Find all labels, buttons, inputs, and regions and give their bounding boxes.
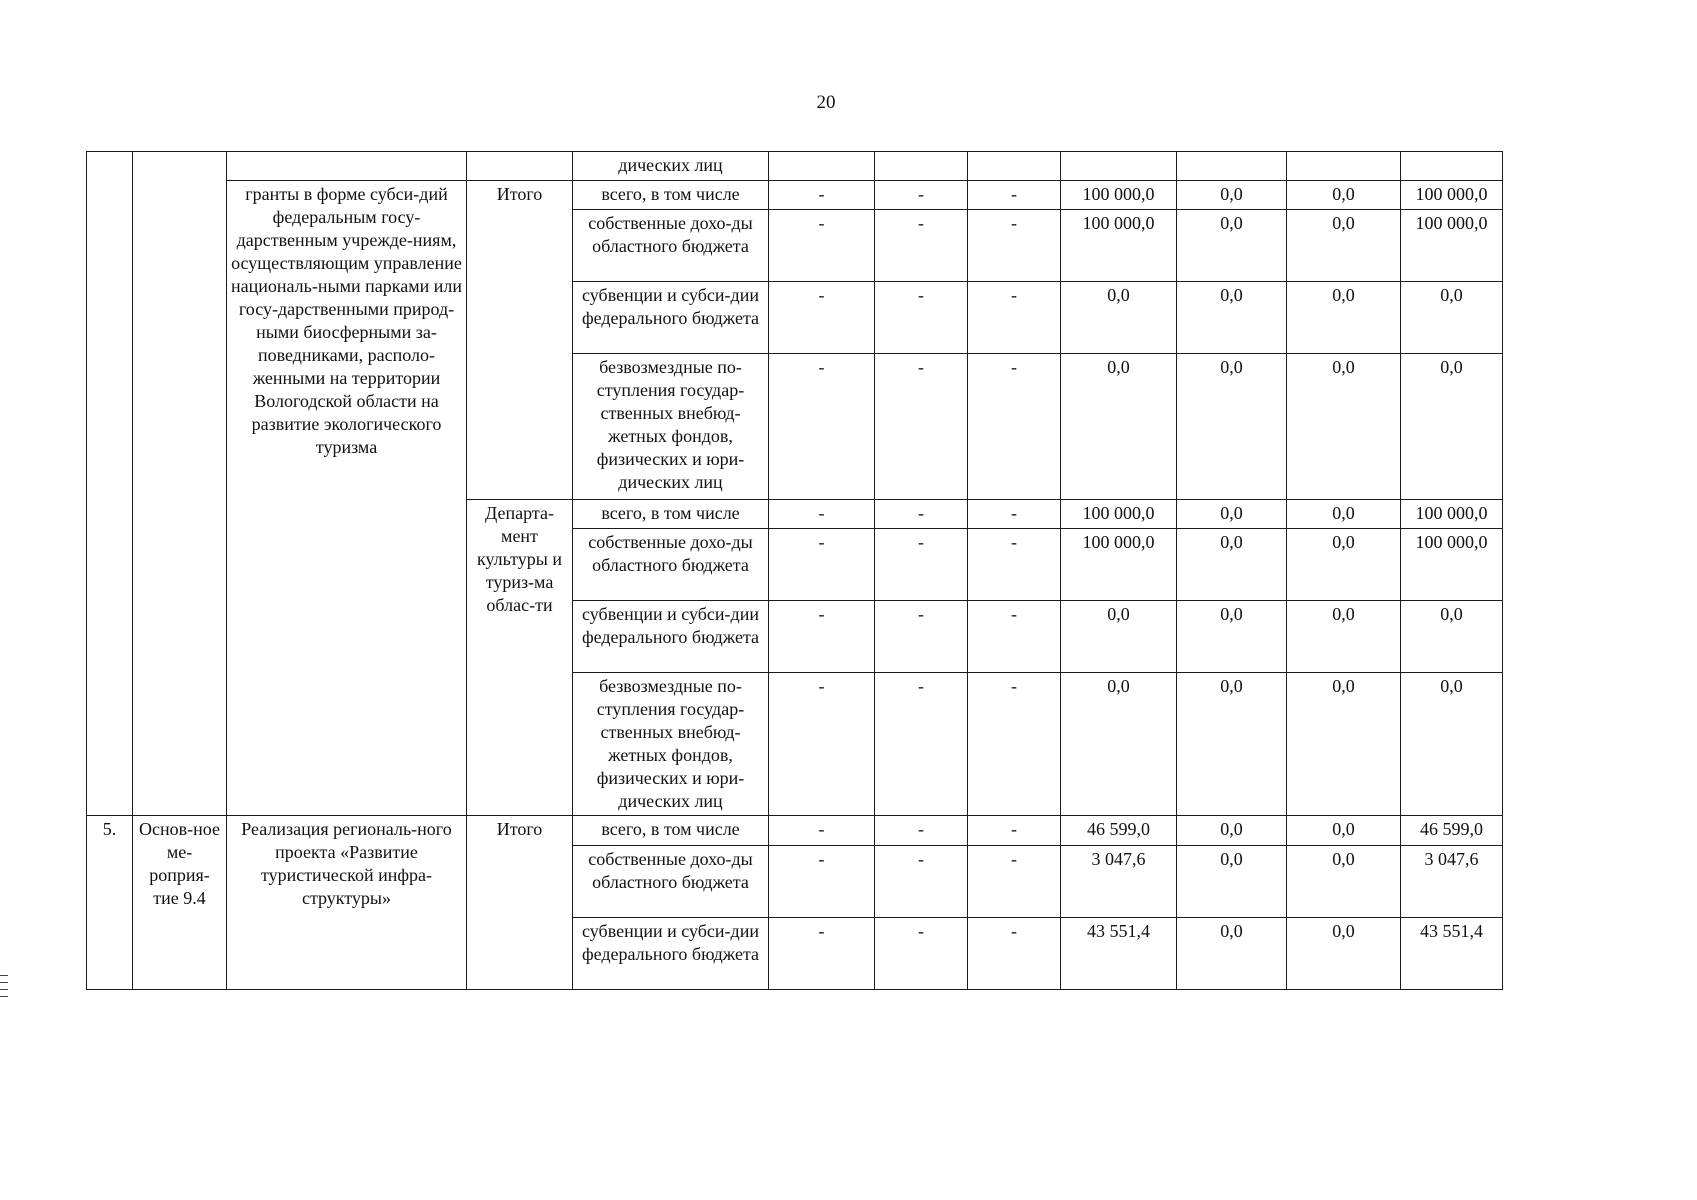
value-cell: 100 000,0	[1401, 500, 1503, 529]
value-cell: 46 599,0	[1061, 816, 1177, 846]
value-cell: -	[769, 816, 875, 846]
value-cell: 0,0	[1061, 354, 1177, 500]
value-cell: 100 000,0	[1401, 529, 1503, 601]
value-cell: 3 047,6	[1061, 846, 1177, 918]
value-cell: -	[968, 673, 1061, 816]
item-name: Реализация региональ-ного проекта «Развитие туристической инфра-структуры»	[227, 816, 467, 990]
value-cell: -	[968, 354, 1061, 500]
name-cell-continued	[227, 152, 467, 181]
value-cell: 0,0	[1177, 529, 1287, 601]
number-cell-continued	[87, 152, 133, 816]
value-cell: 0,0	[1177, 181, 1287, 210]
value-cell: -	[968, 816, 1061, 846]
value-cell: -	[875, 673, 968, 816]
value-cell: -	[875, 210, 968, 282]
value-cell: 100 000,0	[1061, 210, 1177, 282]
table-row	[87, 181, 1503, 210]
value-cell: 0,0	[1401, 282, 1503, 354]
value-cell: 100 000,0	[1401, 210, 1503, 282]
value-cell: 0,0	[1401, 354, 1503, 500]
value-cell	[1177, 152, 1287, 181]
scan-edge-marks	[0, 975, 8, 1003]
value-cell: 0,0	[1177, 210, 1287, 282]
value-cell: 0,0	[1177, 500, 1287, 529]
value-cell: -	[769, 354, 875, 500]
value-cell	[1061, 152, 1177, 181]
value-cell: -	[769, 282, 875, 354]
value-cell: -	[968, 282, 1061, 354]
table-row	[87, 816, 1503, 846]
value-cell: -	[968, 500, 1061, 529]
value-cell: 0,0	[1287, 529, 1401, 601]
value-cell: 0,0	[1177, 354, 1287, 500]
value-cell: -	[875, 282, 968, 354]
value-cell: -	[769, 673, 875, 816]
source-cell: субвенции и субси-дии федерального бюджета	[573, 601, 769, 673]
value-cell: -	[875, 918, 968, 990]
executor-total: Итого	[467, 816, 573, 990]
value-cell: 0,0	[1177, 601, 1287, 673]
value-cell: -	[875, 601, 968, 673]
value-cell	[968, 152, 1061, 181]
value-cell: -	[968, 181, 1061, 210]
value-cell: -	[875, 816, 968, 846]
value-cell: 0,0	[1287, 673, 1401, 816]
value-cell: 0,0	[1287, 816, 1401, 846]
source-cell: собственные дохо-ды областного бюджета	[573, 846, 769, 918]
source-cell: субвенции и субси-дии федерального бюджета	[573, 282, 769, 354]
source-cell: субвенции и субси-дии федерального бюджета	[573, 918, 769, 990]
source-cell: всего, в том числе	[573, 816, 769, 846]
value-cell: 0,0	[1287, 918, 1401, 990]
type-cell-continued	[133, 152, 227, 816]
value-cell: 0,0	[1177, 673, 1287, 816]
value-cell: 0,0	[1177, 816, 1287, 846]
value-cell: -	[875, 354, 968, 500]
executor-total: Итого	[467, 181, 573, 500]
value-cell: -	[769, 529, 875, 601]
value-cell: -	[875, 181, 968, 210]
value-cell: 100 000,0	[1061, 529, 1177, 601]
value-cell	[875, 152, 968, 181]
source-cell: собственные дохо-ды областного бюджета	[573, 210, 769, 282]
value-cell: 0,0	[1287, 282, 1401, 354]
value-cell: 0,0	[1287, 210, 1401, 282]
value-cell: -	[968, 846, 1061, 918]
grant-description: гранты в форме субси-дий федеральным госу-дарственным учрежде-ниям, осуществляющим управление националь-ными парками или госу-дарственными природ-ными биосферными за-поведниками, располо-женными на территории Вологодской области на развитие экологического туризма	[227, 181, 467, 816]
value-cell: -	[769, 918, 875, 990]
value-cell: 0,0	[1401, 673, 1503, 816]
value-cell: 0,0	[1287, 354, 1401, 500]
value-cell: 100 000,0	[1061, 500, 1177, 529]
source-cell: собственные дохо-ды областного бюджета	[573, 529, 769, 601]
value-cell: -	[968, 210, 1061, 282]
value-cell: 46 599,0	[1401, 816, 1503, 846]
value-cell: -	[769, 500, 875, 529]
value-cell: 0,0	[1287, 500, 1401, 529]
source-cell: всего, в том числе	[573, 181, 769, 210]
value-cell: 0,0	[1287, 181, 1401, 210]
value-cell: 3 047,6	[1401, 846, 1503, 918]
value-cell: 0,0	[1061, 601, 1177, 673]
value-cell: 100 000,0	[1061, 181, 1177, 210]
value-cell: -	[769, 181, 875, 210]
value-cell	[1401, 152, 1503, 181]
source-cell: всего, в том числе	[573, 500, 769, 529]
budget-table	[86, 151, 1503, 990]
value-cell: -	[875, 529, 968, 601]
value-cell: 0,0	[1177, 282, 1287, 354]
value-cell: -	[968, 529, 1061, 601]
source-cell: безвозмездные по-ступления государ-ственных внебюд-жетных фондов, физических и юри-дических лиц	[573, 354, 769, 500]
value-cell: -	[968, 601, 1061, 673]
value-cell: 100 000,0	[1401, 181, 1503, 210]
value-cell	[769, 152, 875, 181]
value-cell: -	[769, 846, 875, 918]
value-cell: -	[875, 846, 968, 918]
value-cell: 43 551,4	[1061, 918, 1177, 990]
item-type: Основ-ное ме-роприя-тие 9.4	[133, 816, 227, 990]
value-cell: 0,0	[1061, 282, 1177, 354]
source-cell: дических лиц	[573, 152, 769, 181]
value-cell: 0,0	[1177, 918, 1287, 990]
page-number: 20	[816, 92, 836, 113]
value-cell: -	[968, 918, 1061, 990]
table-row	[87, 152, 1503, 181]
value-cell: 43 551,4	[1401, 918, 1503, 990]
value-cell: 0,0	[1401, 601, 1503, 673]
value-cell: -	[769, 601, 875, 673]
value-cell: 0,0	[1061, 673, 1177, 816]
executor-cell-continued	[467, 152, 573, 181]
value-cell: 0,0	[1177, 846, 1287, 918]
value-cell: -	[875, 500, 968, 529]
executor-department: Департа-мент культуры и туриз-ма облас-ти	[467, 500, 573, 816]
item-number: 5.	[87, 816, 133, 990]
source-cell: безвозмездные по-ступления государ-ственных внебюд-жетных фондов, физических и юри-дических лиц	[573, 673, 769, 816]
value-cell: 0,0	[1287, 601, 1401, 673]
value-cell: 0,0	[1287, 846, 1401, 918]
value-cell	[1287, 152, 1401, 181]
value-cell: -	[769, 210, 875, 282]
